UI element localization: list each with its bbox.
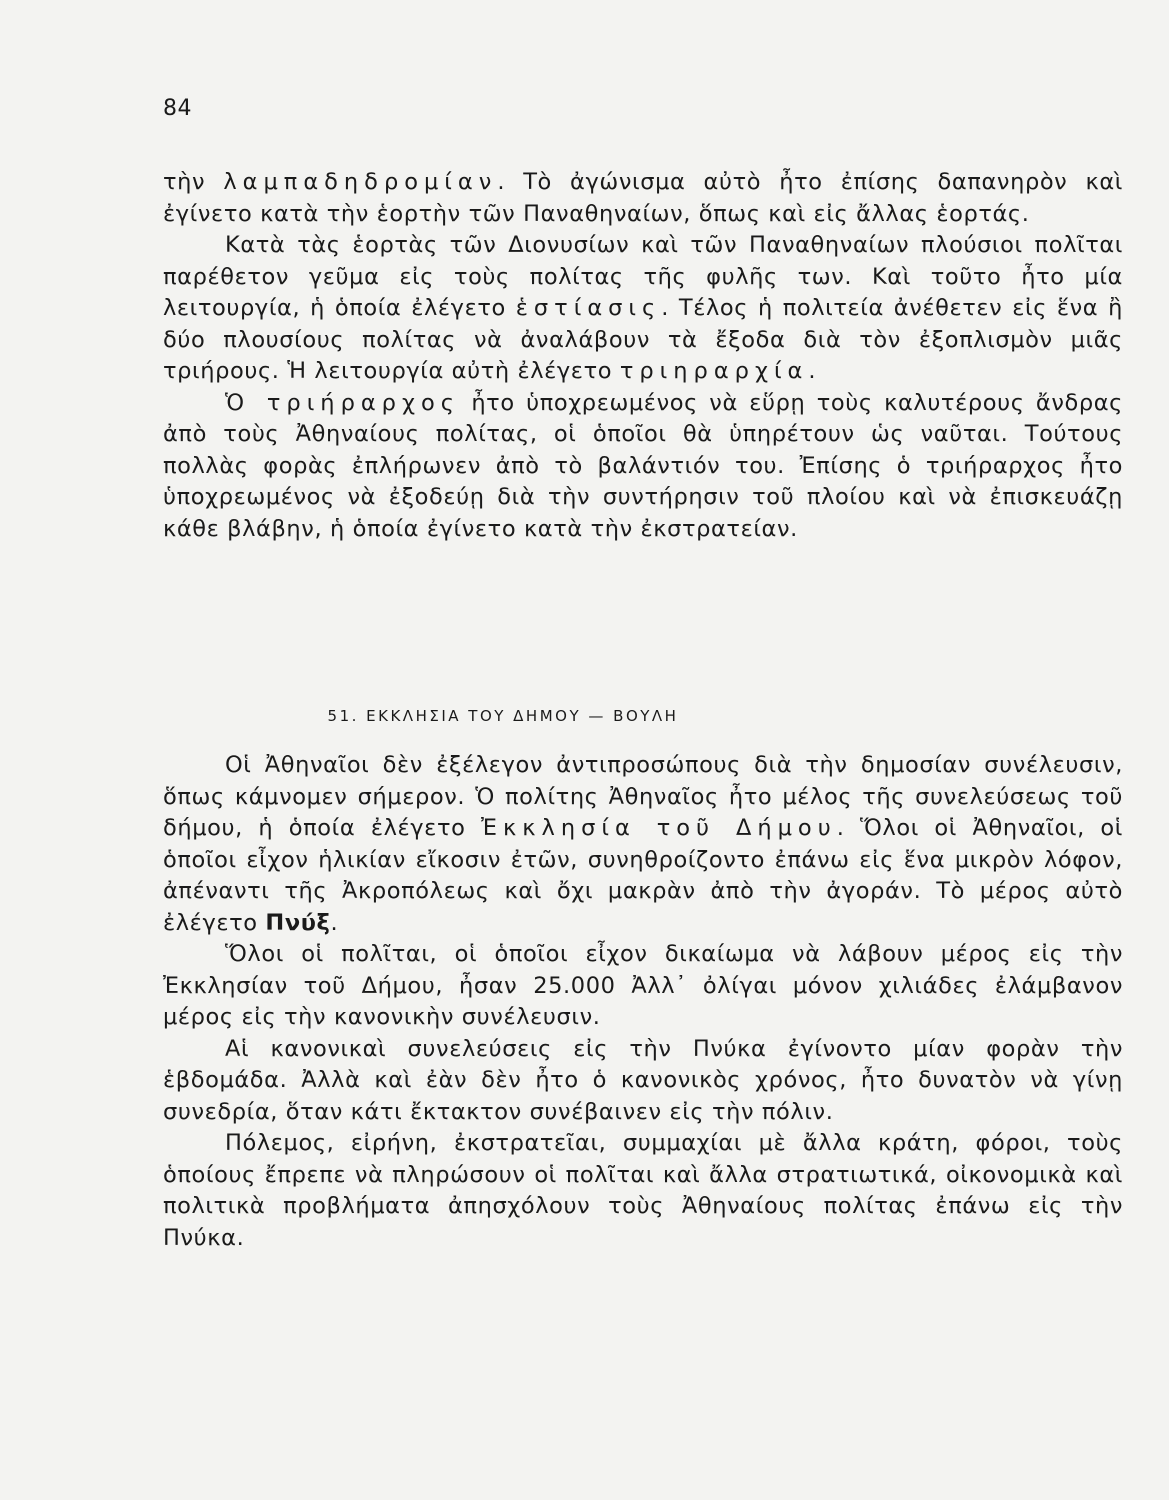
paragraph: Πόλεμος, εἰρήνη, ἐκστρατεῖαι, συμμαχίαι μὲ ἄλλα κράτη, φόροι, τοὺς ὁποίους ἔπρεπε νὰ πληρώσουν οἱ πολῖται καὶ ἄλλα στρατιωτικά, οἰκονομικὰ καὶ πολιτικὰ προβλήματα ἀπησχόλουν τοὺς Ἀθηναίους πολίτας ἐπάνω εἰς τὴν Πνύκα. [163,1130,1123,1251]
text-run: . [330,909,339,936]
paragraph: Ὅλοι οἱ πολῖται, οἱ ὁποῖοι εἶχον δικαίωμα νὰ λάβουν μέρος εἰς τὴν Ἐκκλησίαν τοῦ Δήμου, ἦσαν 25.000 Ἀλλ᾽ ὀλίγαι μόνον χιλιάδες ἐλάμβανον μέρος εἰς τὴν κανονικὴν συνέλευσιν. [163,941,1123,1030]
spaced-term: Ὁ τριήραρχος [225,389,460,416]
paragraph [163,388,1123,546]
spaced-term: Ἐκκλησία τοῦ Δήμου [480,815,837,841]
page-number: 84 [163,96,192,121]
text-run: . Τέλος ἡ πολιτεία ἀνέθετεν εἰς ἕνα ἢ δύο πλουσίους πολίτας νὰ ἀναλάβουν τὰ ἔξοδα διὰ τὸν ἐξοπλισμὸν μιᾶς τριήρους. Ἡ λειτουργία αὐτὴ ἐλέγετο [163,295,1123,384]
spaced-term: ἑστίασις [515,295,662,321]
paragraph [163,230,1123,388]
paragraph [163,167,1123,230]
text-run: Κατὰ τὰς ἑορτὰς τῶν Διονυσίων καὶ τῶν Παναθηναίων πλούσιοι πολῖται παρέθετον γεῦμα εἰς τοὺς πολίτας τῆς φυλῆς των. Καὶ τοῦτο ἦτο μία λειτουργία, ἡ ὁποία ἐλέγετο [163,232,1123,321]
section-heading: 51. ΕΚΚΛΗΣΙΑ ΤΟΥ ΔΗΜΟΥ — ΒΟΥΛΗ [327,707,679,725]
spaced-term: λαμπαδηδρομίαν [223,169,498,195]
bold-term: Πνύξ [265,909,331,936]
text-run: . [808,358,817,384]
paragraph: Αἱ κανονικαὶ συνελεύσεις εἰς τὴν Πνύκα ἐγίνοντο μίαν φορὰν τὴν ἑβδομάδα. Ἀλλὰ καὶ ἐὰν δὲν ἦτο ὁ κανονικὸς χρόνος, ἦτο δυνατὸν νὰ γίνῃ συνεδρία, ὅταν κάτι ἔκτακτον συνέβαινεν εἰς τὴν πόλιν. [163,1035,1123,1125]
section-2-text [163,750,1123,1254]
text-run: . Τὸ ἀγώνισμα αὐτὸ ἦτο ἐπίσης δαπανηρὸν καὶ ἐγίνετο κατὰ τὴν ἑορτὴν τῶν Παναθηναίων, ὅπως καὶ εἰς ἄλλας ἑορτάς. [163,169,1123,227]
section-1-text [163,167,1123,545]
paragraph [163,750,1123,939]
spaced-term: τριηραρχία [619,358,809,384]
text-run: ἦτο ὑποχρεωμένος νὰ εὕρῃ τοὺς καλυτέρους ἄνδρας ἀπὸ τοὺς Ἀθηναίους πολίτας, οἱ ὁποῖοι θὰ ὑπηρέτουν ὡς ναῦται. Τούτους πολλὰς φορὰς ἐπλήρωνεν ἀπὸ τὸ βαλάντιόν του. Ἐπίσης ὁ τριήραρχος ἦτο ὑποχρεωμένος νὰ ἐξοδεύῃ διὰ τὴν συντήρησιν τοῦ πλοίου καὶ νὰ ἐπισκευάζῃ κάθε βλάβην, ἡ ὁποία ἐγίνετο κατὰ τὴν ἐκστρατείαν. [163,389,1123,542]
text-run: . Ὅλοι οἱ Ἀθηναῖοι, οἱ ὁποῖοι εἶχον ἡλικίαν εἴκοσιν ἐτῶν, συνηθροίζοντο ἐπάνω εἰς ἕνα μικρὸν λόφον, ἀπέναντι τῆς Ἀκροπόλεως καὶ ὄχι μακρὰν ἀπὸ τὴν ἀγοράν. Τὸ μέρος αὐτὸ ἐλέγετο [163,815,1124,936]
text-run: τὴν [163,169,224,195]
text-run: Οἱ Ἀθηναῖοι δὲν ἐξέλεγον ἀντιπροσώπους διὰ τὴν δημοσίαν συνέλευσιν, ὅπως κάμνομεν σήμερον. Ὁ πολίτης Ἀθηναῖος ἦτο μέλος τῆς συνελεύσεως τοῦ δήμου, ἡ ὁποία ἐλέγετο [163,752,1123,841]
